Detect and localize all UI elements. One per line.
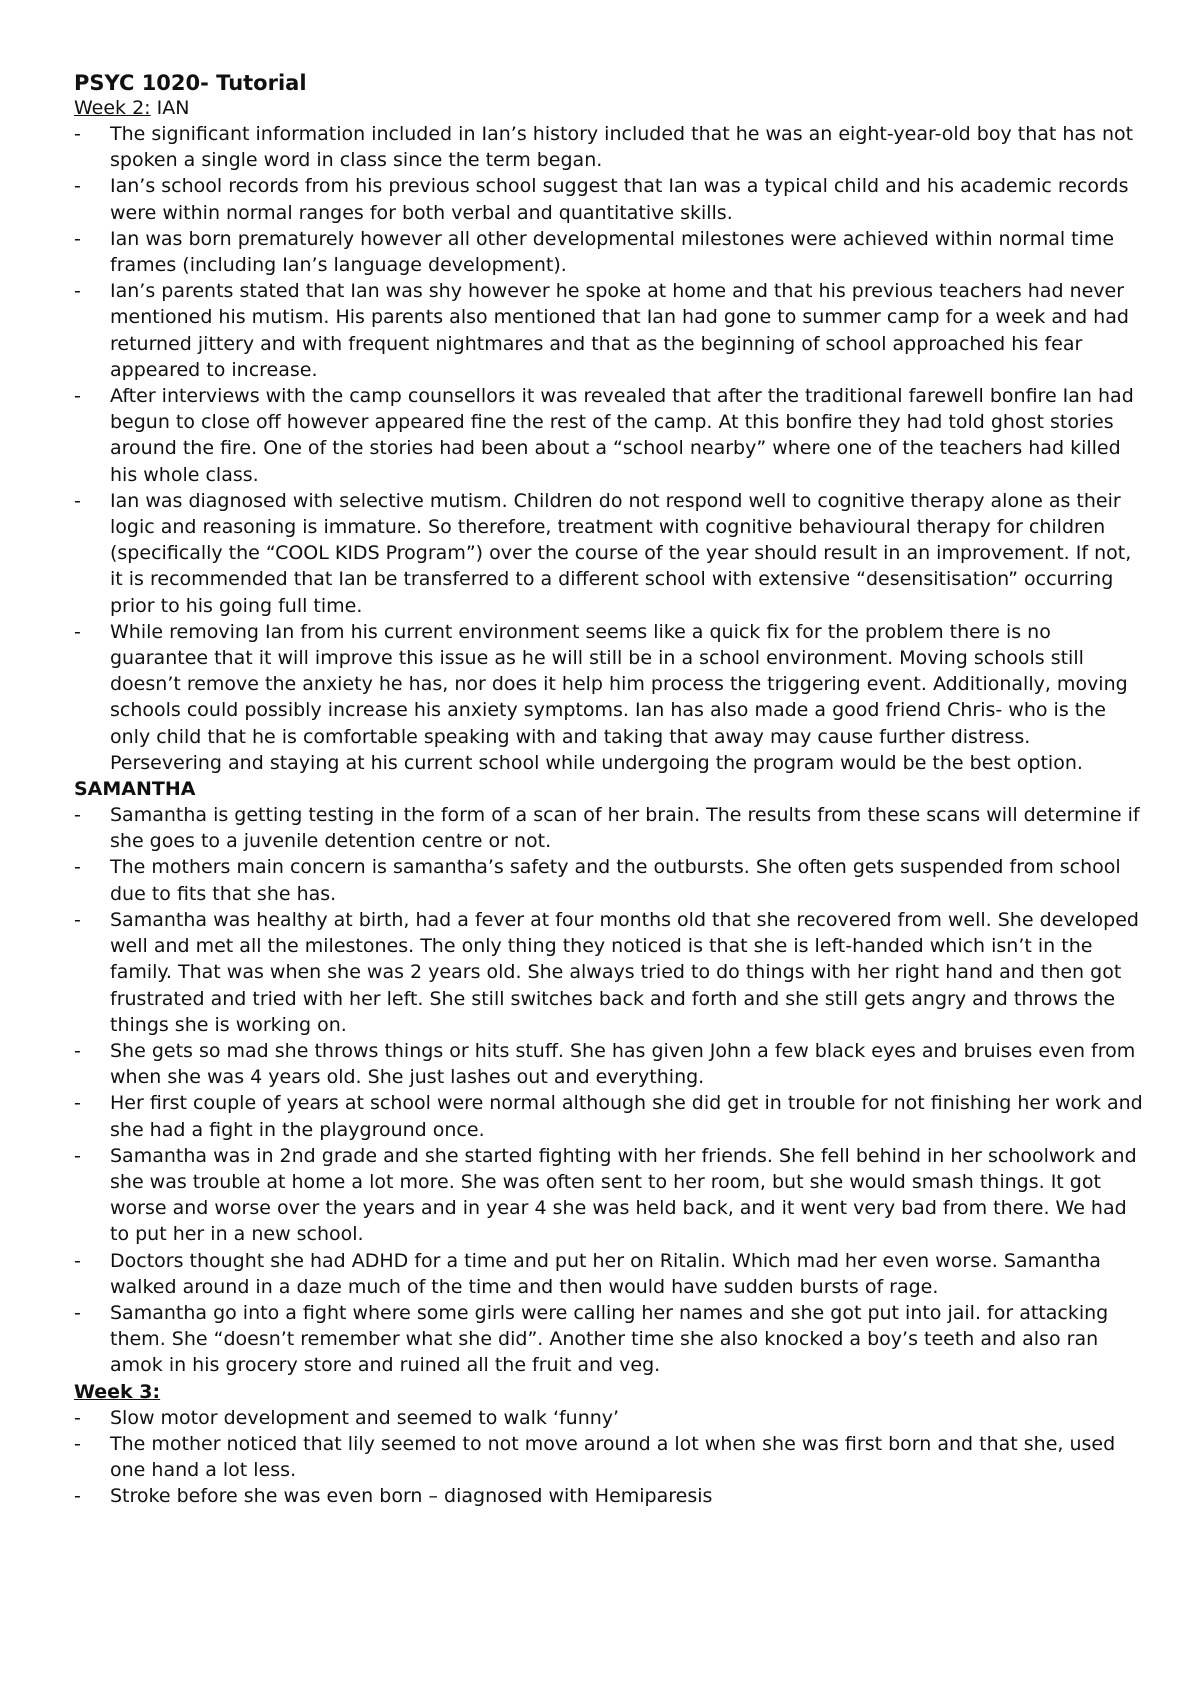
list-item: - While removing Ian from his current environment seems like a quick fix for the problem there is no guarantee that it will improve this issue as he will still be in a school environment. Moving schools still doesn’t remove the anxiety he has, nor does it help him process the triggering event. Additionally, moving schools could possibly increase his anxiety symptoms. Ian has also made a good friend Chris- who is the only child that he is comfortable speaking with and taking that away may cause further distress. Persevering and staying at his current school while undergoing the program would be the best option. [74,620,1128,774]
list-item: - She gets so mad she throws things or hits stuff. She has given John a few black eyes and bruises even from when she was 4 years old. She just lashes out and everything. [74,1039,1136,1089]
document-title: PSYC 1020- Tutorial [74,71,307,95]
samantha-bullet-list [74,802,1144,1378]
bullet-marker: - [74,804,81,827]
week-3-heading: Week 3: [74,1380,161,1403]
bullet-marker: - [74,489,81,512]
list-item: - Her first couple of years at school were normal although she did get in trouble for not finishing her work and she had a fight in the playground once. [74,1092,1143,1141]
week-3-bullet-list [74,1405,1144,1510]
list-item: - Samantha is getting testing in the form of a scan of her brain. The results from these scans will determine if she goes to a juvenile detention centre or not. [74,804,1140,853]
list-item: - Samantha go into a fight where some girls were calling her names and she got put into jail. for attacking them. She “doesn’t remember what she did”. Another time she also knocked a boy’s teeth and also ran amok in his grocery store and ruined all the fruit and veg. [74,1301,1109,1377]
list-item: - The mother noticed that lily seemed to not move around a lot when she was first born and that she, used one hand a lot less. [74,1432,1116,1481]
bullet-marker: - [74,1301,81,1324]
samantha-heading: SAMANTHA [74,778,196,801]
bullet-marker: - [74,908,81,931]
list-item: - Samantha was in 2nd grade and she started fighting with her friends. She fell behind in her schoolwork and she was trouble at home a lot more. She was often sent to her room, but she would smash things. It got worse and worse over the years and in year 4 she was held back, and it went very bad from there. We had to put her in a new school. [74,1144,1137,1246]
bullet-marker: - [74,280,81,303]
ian-bullet-list [74,121,1144,776]
list-item: - Ian’s parents stated that Ian was shy however he spoke at home and that his previous teachers had never mentioned his mutism. His parents also mentioned that Ian had gone to summer camp for a week and had returned jittery and with frequent nightmares and that as the beginning of school approached his fear appeared to increase. [74,280,1129,381]
bullet-marker: - [74,227,81,250]
bullet-marker: - [74,1144,81,1167]
list-item: - The mothers main concern is samantha’s safety and the outbursts. She often gets suspended from school due to fits that she has. [74,856,1121,905]
bullet-marker: - [74,1249,81,1272]
bullet-marker: - [74,1092,81,1115]
list-item: - The significant information included in Ian’s history included that he was an eight-year-old boy that has not spoken a single word in class since the term began. [74,123,1134,172]
list-item: - After interviews with the camp counsellors it was revealed that after the traditional farewell bonfire Ian had begun to close off however appeared fine the rest of the camp. At this bonfire they had told ghost stories around the fire. One of the stories had been about a “school nearby” where one of the teachers had killed his whole class. [74,385,1134,486]
week-2-heading [74,96,1144,121]
list-item: - Slow motor development and seemed to walk ‘funny’ [74,1405,1144,1431]
bullet-marker: - [74,1039,81,1062]
list-item: - Ian was born prematurely however all other developmental milestones were achieved within normal time frames (including Ian’s language development). [74,227,1115,277]
bullet-marker: - [74,123,81,145]
list-item: - Ian was diagnosed with selective mutism. Children do not respond well to cognitive therapy alone as their logic and reasoning is immature. So therefore, treatment with cognitive behavioural therapy for children (specifically the “COOL KIDS Program”) over the course of the year should result in an improvement. If not, it is recommended that Ian be transferred to a different school with extensive “desensitisation” occurring prior to his going full time. [74,489,1132,617]
ian-heading: IAN [156,97,190,119]
bullet-marker: - [74,1406,81,1429]
bullet-marker: - [74,1432,81,1455]
bullet-marker: - [74,856,81,879]
list-item: - Samantha was healthy at birth, had a fever at four months old that she recovered from well. She developed well and met all the milestones. The only thing they noticed is that she is left-handed which isn’t in the family. That was when she was 2 years old. She always tried to do things with her right hand and then got frustrated and tried with her left. She still switches back and forth and she still gets angry and throws the things she is working on. [74,908,1139,1036]
bullet-marker: - [74,1485,81,1508]
list-item: - Ian’s school records from his previous school suggest that Ian was a typical child and his academic records were within normal ranges for both verbal and quantitative skills. [74,175,1129,224]
week-2-label: Week 2: [74,97,151,119]
bullet-marker: - [74,620,81,643]
bullet-marker: - [74,175,81,198]
bullet-marker: - [74,385,81,408]
list-item: - Stroke before she was even born – diagnosed with Hemiparesis [74,1483,1144,1509]
document-page [74,70,1144,1509]
list-item: - Doctors thought she had ADHD for a time and put her on Ritalin. Which mad her even worse. Samantha walked around in a daze much of the time and then would have sudden bursts of rage. [74,1249,1101,1298]
